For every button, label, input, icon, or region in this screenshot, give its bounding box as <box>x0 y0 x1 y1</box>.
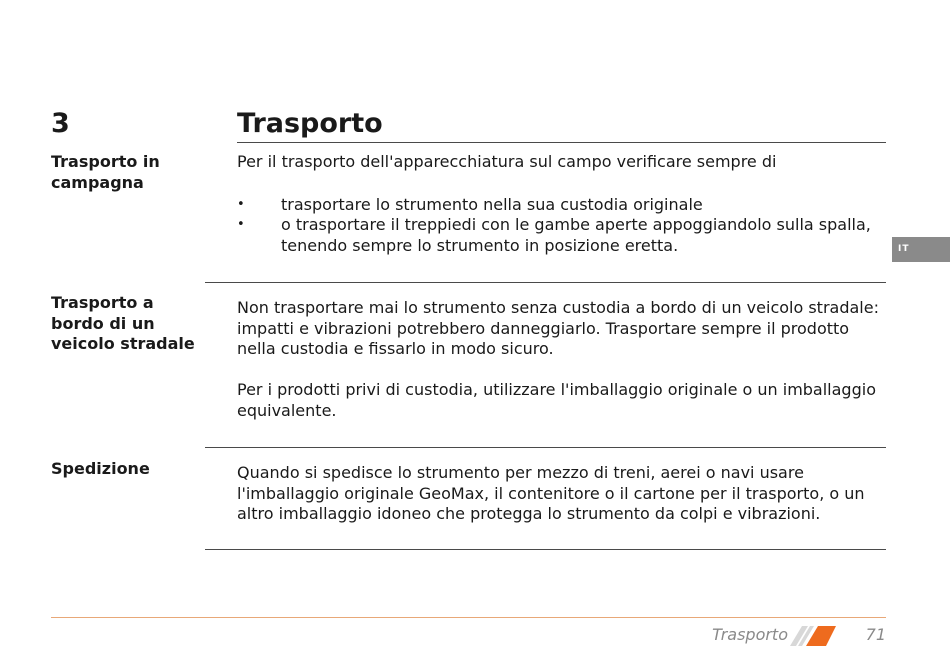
section-intro: Per il trasporto dell'apparecchiatura sul campo verificare sempre di <box>237 152 777 171</box>
bullet-dot: • <box>237 197 245 212</box>
bullet-dot: • <box>237 217 245 232</box>
bullet-item <box>237 215 887 256</box>
page-number: 71 <box>865 625 886 644</box>
stripe-logo-icon <box>790 626 836 646</box>
section-paragraph: Per i prodotti privi di custodia, utilizzare l'imballaggio originale o un imballaggio equivalente. <box>237 380 876 420</box>
section-heading-field-transport: Trasporto in campagna <box>51 152 160 192</box>
chapter-number: 3 <box>51 108 70 139</box>
section-paragraph: Quando si spedisce lo strumento per mezzo di treni, aerei o navi usare l'imballaggio originale GeoMax, il contenitore o il cartone per il trasporto, o un altro imballaggio idoneo che protegga lo strumento da colpi e vibrazioni. <box>237 463 865 523</box>
section-divider <box>205 549 886 550</box>
chapter-rule <box>237 142 886 143</box>
section-divider <box>205 282 886 283</box>
bullet-text: o trasportare il treppiedi con le gambe aperte appoggiandolo sulla spalla, tenendo sempre lo strumento in posizione eretta. <box>281 215 871 255</box>
section-divider <box>205 447 886 448</box>
section-paragraph: Non trasportare mai lo strumento senza custodia a bordo di un veicolo stradale: impatti e vibrazioni potrebbero danneggiarlo. Trasportare sempre il prodotto nella custodia e fissarlo in modo sicuro. <box>237 298 879 358</box>
chapter-title: Trasporto <box>237 108 383 139</box>
bullet-text: trasportare lo strumento nella sua custodia originale <box>281 195 703 214</box>
footer-section-label: Trasporto <box>712 625 788 644</box>
bullet-item <box>237 195 887 216</box>
language-tab[interactable]: IT <box>892 237 950 262</box>
section-heading-road-transport: Trasporto a bordo di un veicolo stradale <box>51 293 195 353</box>
footer-rule <box>51 617 886 618</box>
section-heading-shipping: Spedizione <box>51 459 150 478</box>
